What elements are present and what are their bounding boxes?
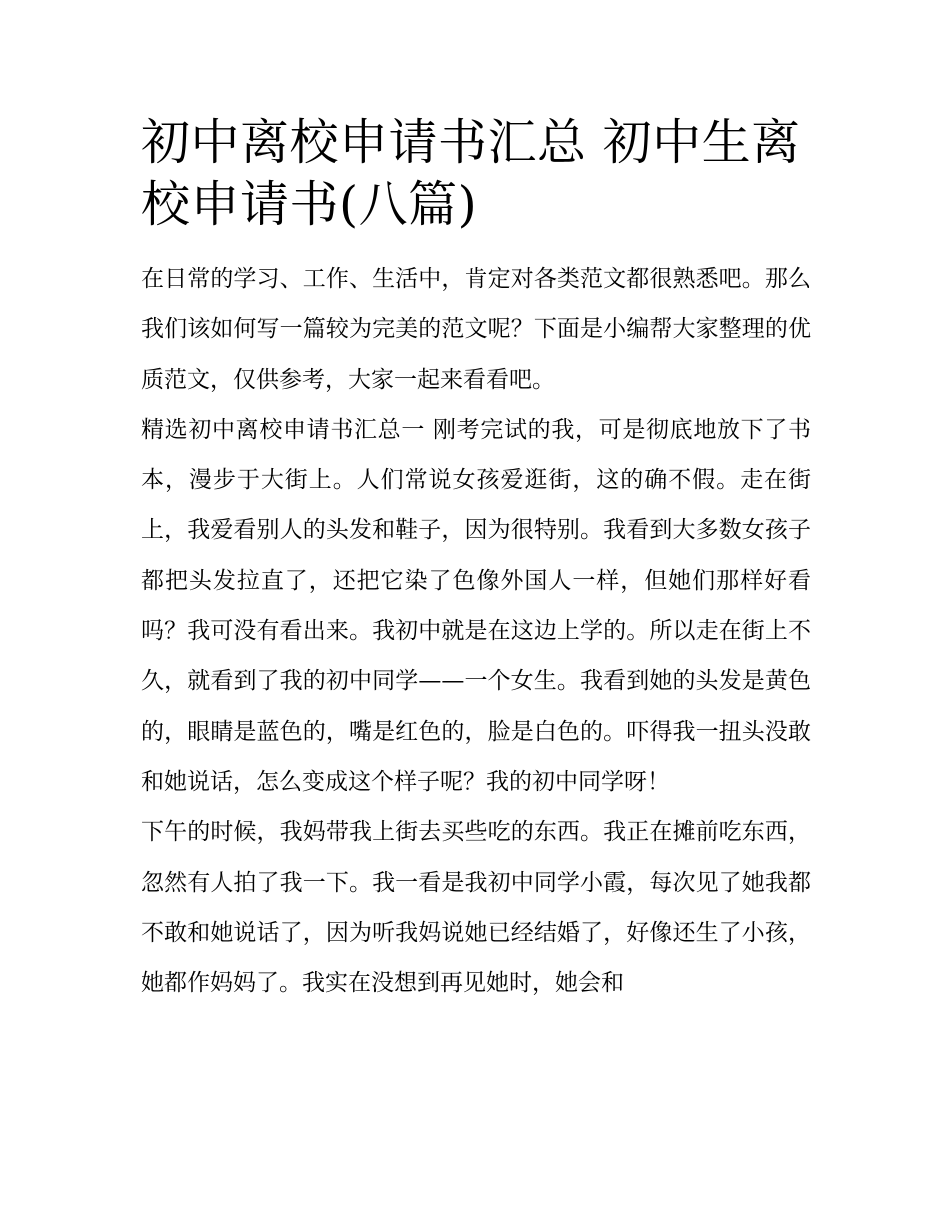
- paragraph-story-1: 精选初中离校申请书汇总一 刚考完试的我，可是彻底地放下了书本，漫步于大街上。人们常说女孩爱逛街，这的确不假。走在街上，我爱看别人的头发和鞋子，因为很特别。我看到大多数女孩子都把头发拉直了，还把它染了色像外国人一样，但她们那样好看吗？我可没有看出来。我初中就是在这边上学的。所以走在街上不久，就看到了我的初中同学——一个女生。我看到她的头发是黄色的，眼睛是蓝色的，嘴是红色的，脸是白色的。吓得我一扭头没敢和她说话，怎么变成这个样子呢？我的初中同学呀！: [141, 416, 811, 795]
- paragraph-intro: 在日常的学习、工作、生活中，肯定对各类范文都很熟悉吧。那么我们该如何写一篇较为完美的范文呢？下面是小编帮大家整理的优质范文，仅供参考，大家一起来看看吧。: [141, 266, 811, 393]
- document-title: 初中离校申请书汇总 初中生离校申请书(八篇): [141, 114, 801, 233]
- paragraph-list: [141, 254, 811, 1008]
- document-body: [141, 112, 811, 1008]
- paragraph-story-2: 下午的时候，我妈带我上街去买些吃的东西。我正在摊前吃东西，忽然有人拍了我一下。我一看是我初中同学小霞，每次见了她我都不敢和她说话了，因为听我妈说她已经结婚了，好像还生了小孩，她都作妈妈了。我实在没想到再见她时，她会和: [141, 819, 811, 997]
